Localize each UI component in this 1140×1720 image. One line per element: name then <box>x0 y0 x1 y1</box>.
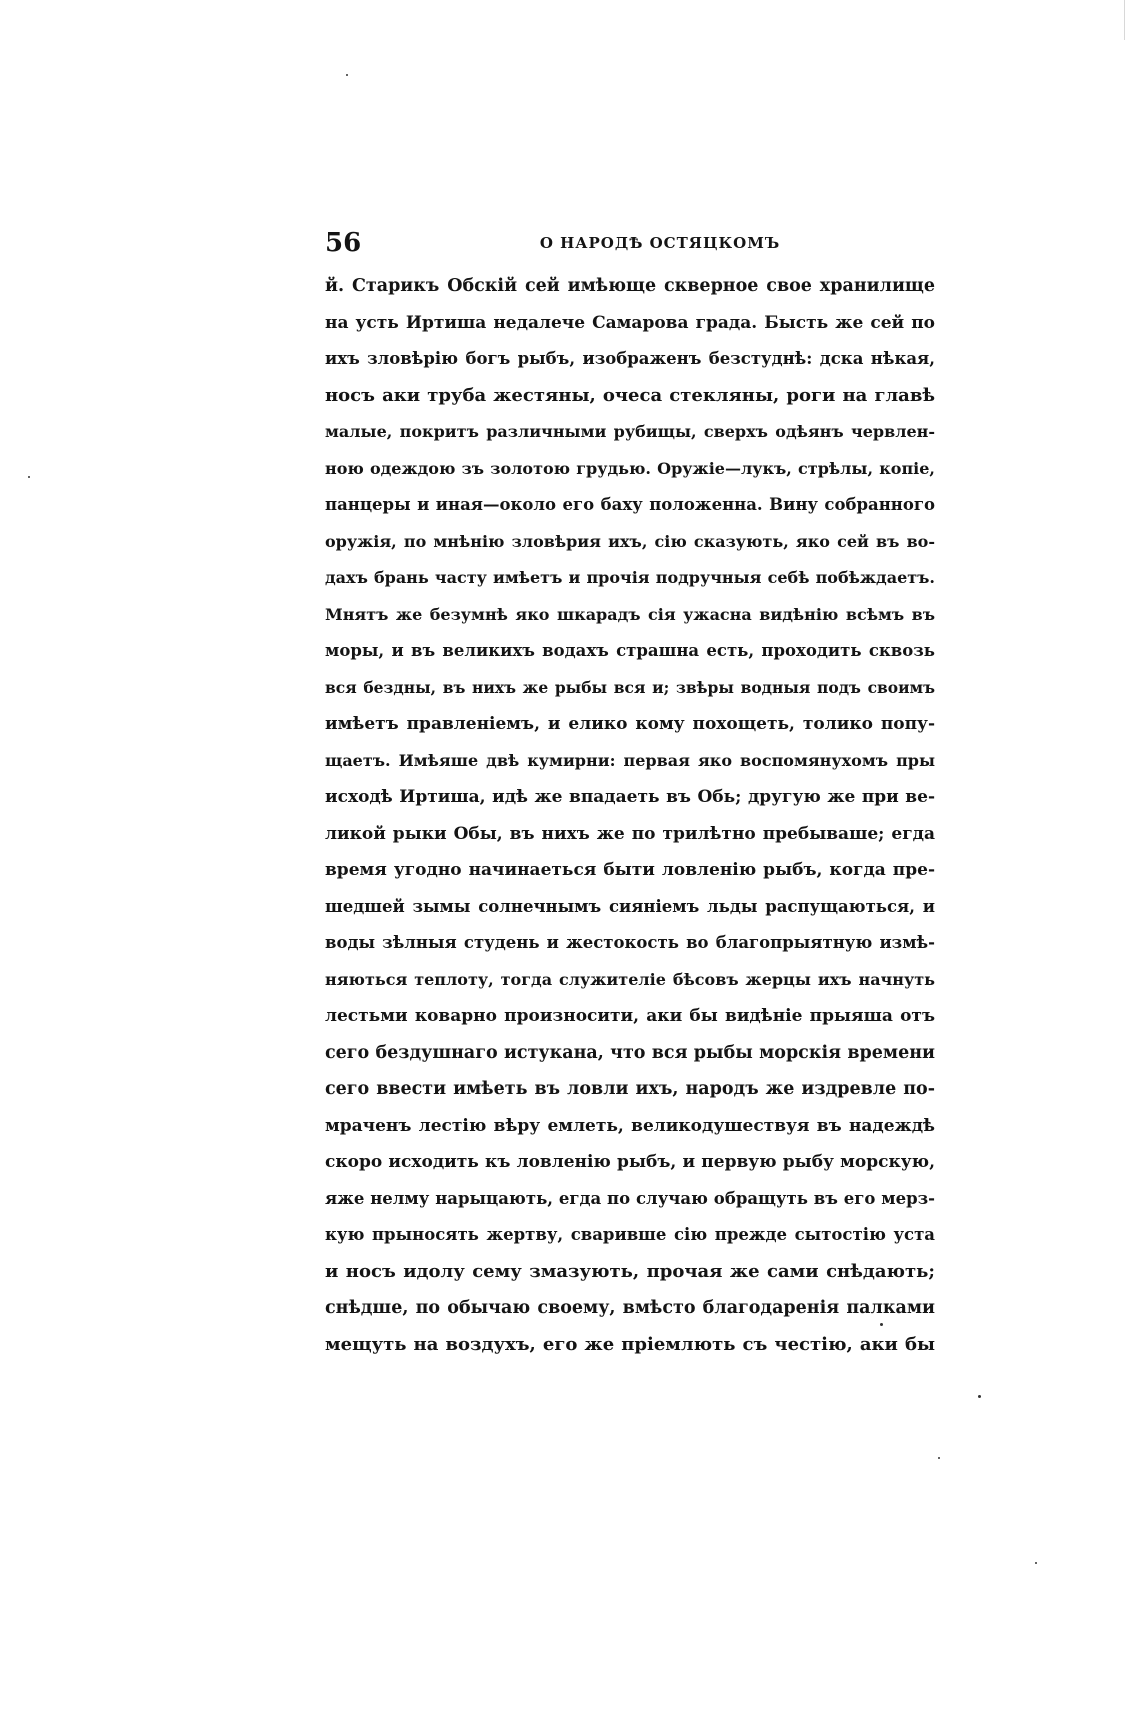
text-line: панцеры и иная—около его баху положенна. Вину собранного <box>325 495 935 514</box>
text-line: щаетъ. Имѣяше двѣ кумирни: первая яко воспомянухомъ пры <box>325 750 935 770</box>
text-line: Мнятъ же безумнѣ яко шкарадъ сія ужасна видѣнію всѣмъ въ <box>325 604 935 624</box>
scan-speck <box>346 74 348 76</box>
text-line: ихъ зловѣрію богъ рыбъ, изображенъ безстуднѣ: дска нѣкая, <box>325 349 935 368</box>
text-line: имѣетъ правленіемъ, и елико кому похощеть, толико попу- <box>325 714 935 734</box>
text-line: й. Старикъ Обскій сей имѣюще скверное свое хранилище <box>325 276 935 296</box>
text-line: няються теплоту, тогда служителіе бѣсовъ жерцы ихъ начнуть <box>325 969 935 989</box>
text-line: ною одеждою зъ золотою грудью. Оружіе—лукъ, стрѣлы, копіе, <box>325 458 935 478</box>
scan-speck <box>880 1323 883 1326</box>
running-title: О НАРОДѢ ОСТЯЦКОМЪ <box>539 234 781 252</box>
text-line: ликой рыки Обы, въ нихъ же по трилѣтно пребываше; егда <box>325 823 935 844</box>
scan-speck <box>938 1457 940 1459</box>
text-line: скоро исходить къ ловленію рыбъ, и первую рыбу морскую, <box>325 1152 935 1172</box>
text-line: сего бездушнаго истукана, что вся рыбы морскія времени <box>325 1042 935 1063</box>
text-line: вся бездны, въ нихъ же рыбы вся и; звѣры водныя подъ своимъ <box>325 677 935 697</box>
text-line: моры, и въ великихъ водахъ страшна есть, проходить сквозь <box>325 641 935 660</box>
text-line: носъ аки труба жестяны, очеса стекляны, роги на главѣ <box>325 384 935 406</box>
text-line: малые, покритъ различными рубищы, сверхъ одѣянъ червлен- <box>325 422 935 441</box>
scan-speck <box>28 476 30 478</box>
text-line: оружія, по мнѣнію зловѣрия ихъ, сію сказують, яко сей въ во- <box>325 531 935 551</box>
text-line: время угодно начинаеться быти ловленію рыбъ, когда пре- <box>325 860 935 880</box>
text-line: снѣдше, по обычаю своему, вмѣсто благодаренія палками <box>325 1298 935 1318</box>
text-line: воды зѣлныя студень и жестокость во благопрыятную измѣ- <box>325 933 935 952</box>
scan-speck <box>1035 1562 1037 1564</box>
text-line: и носъ идолу сему змазують, прочая же сами снѣдають; <box>325 1260 935 1282</box>
text-line: дахъ брань часту имѣетъ и прочія подручныя себѣ побѣждаетъ. <box>325 568 935 587</box>
text-line: лестьми коварно произносити, аки бы видѣніе прыяша отъ <box>325 1006 935 1026</box>
text-line: сего ввести имѣеть въ ловли ихъ, народъ же издревле по- <box>325 1079 935 1099</box>
text-line: мраченъ лестію вѣру емлеть, великодушествуя въ надеждѣ <box>325 1115 935 1136</box>
scan-edge-line <box>1124 0 1125 40</box>
body-text <box>325 268 935 1363</box>
text-line: шедшей зымы солнечнымъ сияніемъ льды распущаються, и <box>325 896 935 916</box>
text-line: на усть Иртиша недалече Самарова града. Бысть же сей по <box>325 312 935 333</box>
text-line: исходѣ Иртиша, идѣ же впадаеть въ Обь; другую же при ве- <box>325 787 935 807</box>
page-header <box>325 226 935 260</box>
scan-speck <box>978 1395 981 1398</box>
text-line: кую прыносять жертву, сварившe сію прежде сытостію уста <box>325 1225 935 1244</box>
text-line: мещуть на воздухъ, его же пріемлють съ честію, аки бы <box>325 1333 935 1355</box>
text-line: яже нелму нарыцають, егда по случаю обращуть въ его мерз- <box>325 1188 935 1208</box>
page-number: 56 <box>325 228 362 258</box>
